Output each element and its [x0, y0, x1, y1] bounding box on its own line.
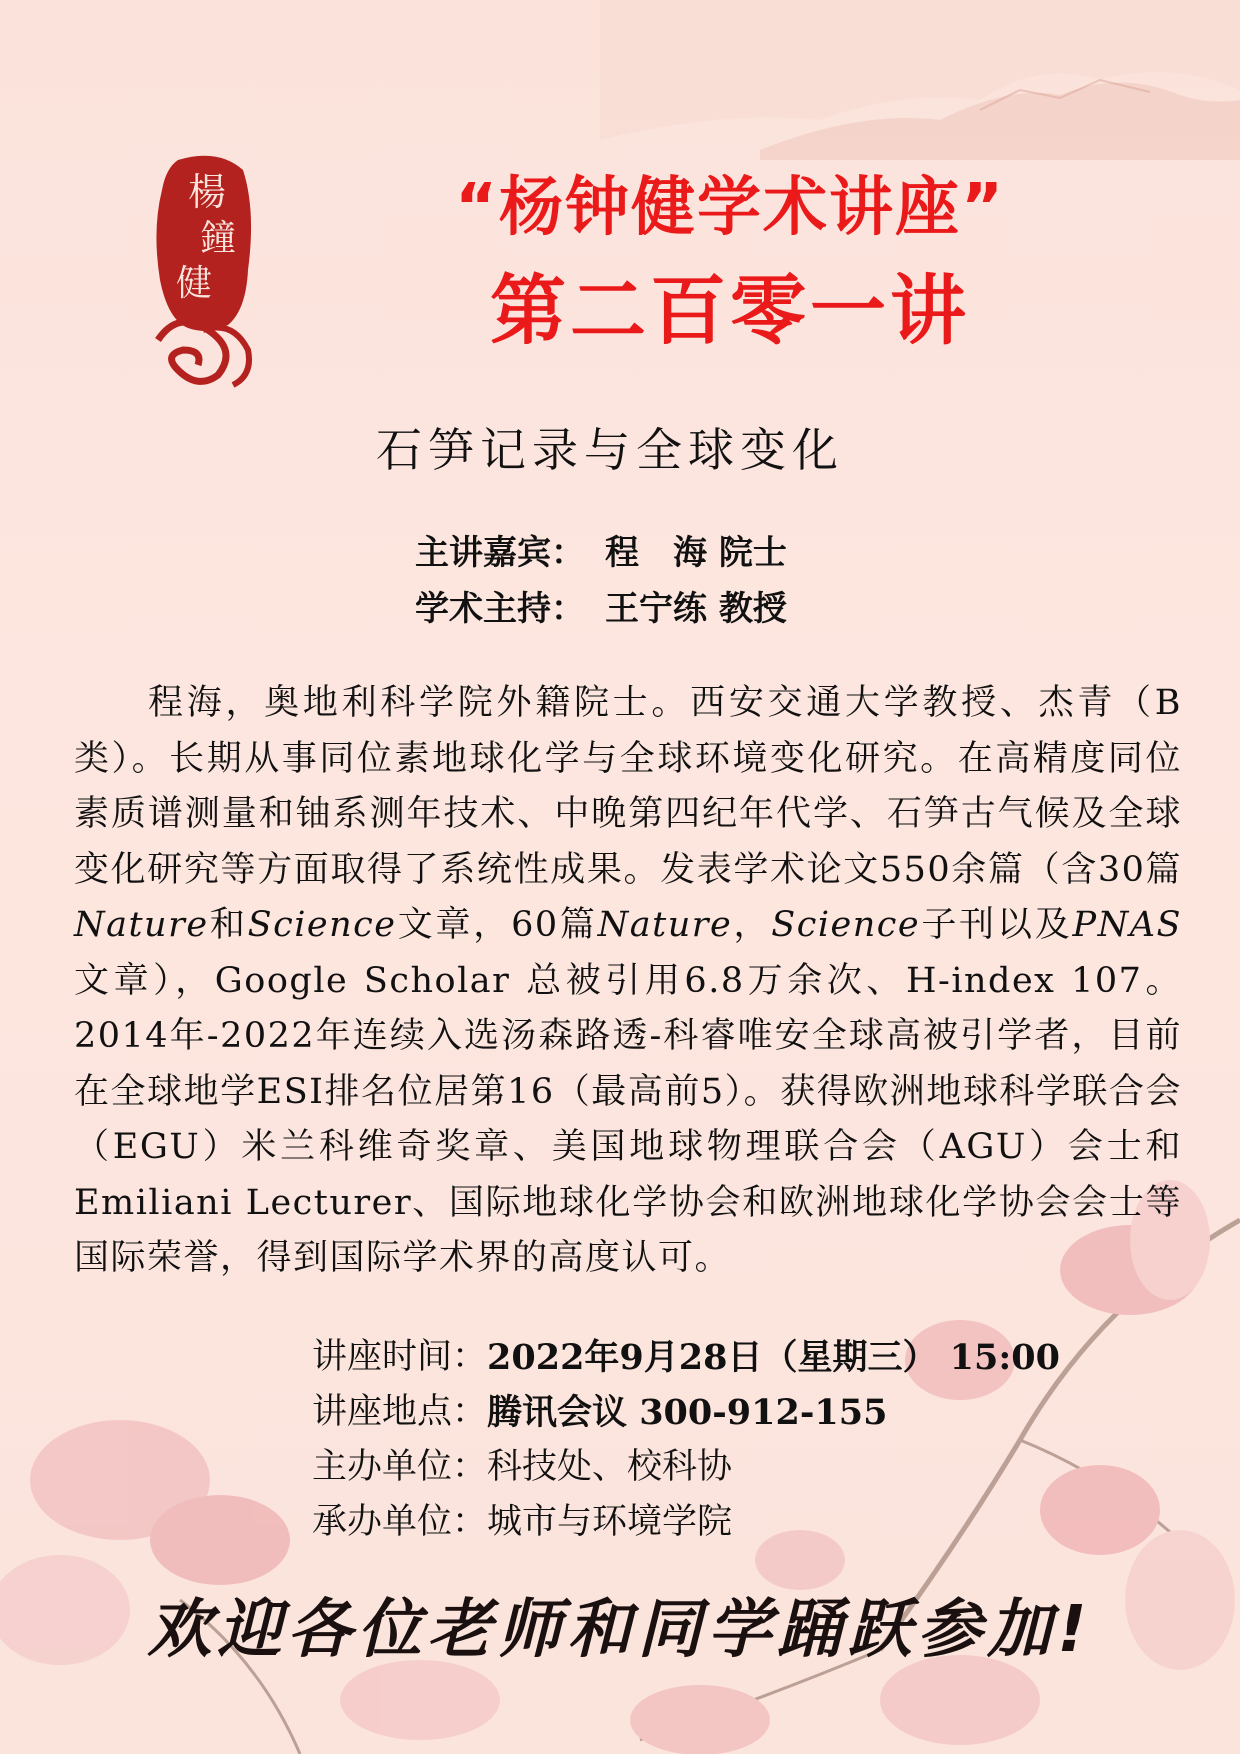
series-title: “杨钟健学术讲座”: [454, 171, 1006, 245]
people-block: [415, 525, 787, 637]
seal-graphic: [148, 150, 258, 390]
title-block: [400, 160, 1060, 366]
welcome-slogan: 欢迎各位老师和同学踊跃参加!: [147, 1593, 1093, 1667]
bio-pnas: PNAS: [1072, 905, 1182, 945]
bio-comma: ，: [732, 905, 772, 945]
svg-text:健: 健: [176, 263, 213, 304]
speaker-name: 程 海 院士: [605, 533, 787, 573]
seal-logo: [148, 150, 258, 390]
event-info: [312, 1330, 1060, 1550]
bio-and: 和: [208, 905, 248, 945]
bio-science-1: Science: [247, 905, 397, 945]
organizer-label: 主办单位：: [312, 1447, 488, 1487]
host-unit-label: 承办单位：: [312, 1502, 488, 1542]
bio-part-3: 子刊以及: [920, 905, 1073, 945]
bio-science-2: Science: [771, 905, 921, 945]
bio-nature-2: Nature: [597, 905, 733, 945]
time-value: 2022年9月28日（星期三） 15:00: [487, 1337, 1061, 1378]
bio-nature-1: Nature: [74, 905, 209, 945]
svg-text:鐘: 鐘: [200, 218, 237, 259]
bio-part-2: 文章，60篇: [396, 905, 598, 945]
bio-part-4: 文章），Google Scholar 总被引用6.8万余次、H-index 107。2014年-2022年连续入选汤森路透-科睿唯安全球高被引学者，目前在全球地学ESI排名位居第16（最高前5）。获得欧洲地球科学联合会（EGU）米兰科维奇奖章、美国地球物理联合会（AGU）会士和Emiliani Lecturer、国际地球化学协会和欧洲地球化学协会会士等国际荣誉，得到国际学术界的高度认可。: [74, 960, 1182, 1278]
lecture-number: 第二百零一讲: [490, 266, 970, 355]
lecture-topic: 石笋记录与全球变化: [376, 423, 844, 477]
speaker-bio: [74, 676, 1182, 1287]
organizer-value: 科技处、校科协: [487, 1447, 733, 1487]
host-label: 学术主持：: [415, 589, 585, 629]
speaker-label: 主讲嘉宾：: [415, 533, 585, 573]
svg-text:楊: 楊: [188, 170, 227, 214]
time-label: 讲座时间：: [312, 1337, 488, 1377]
bio-part-1: 程海，奥地利科学院外籍院士。西安交通大学教授、杰青（B类）。长期从事同位素地球化学与全球环境变化研究。在高精度同位素质谱测量和铀系测年技术、中晚第四纪年代学、石笋古气候及全球变化研究等方面取得了系统性成果。发表学术论文550余篇（含30篇: [74, 683, 1182, 890]
host-unit-value: 城市与环境学院: [487, 1502, 733, 1542]
place-value: 腾讯会议 300-912-155: [487, 1392, 888, 1433]
host-name: 王宁练 教授: [605, 589, 787, 629]
place-label: 讲座地点：: [312, 1392, 488, 1432]
